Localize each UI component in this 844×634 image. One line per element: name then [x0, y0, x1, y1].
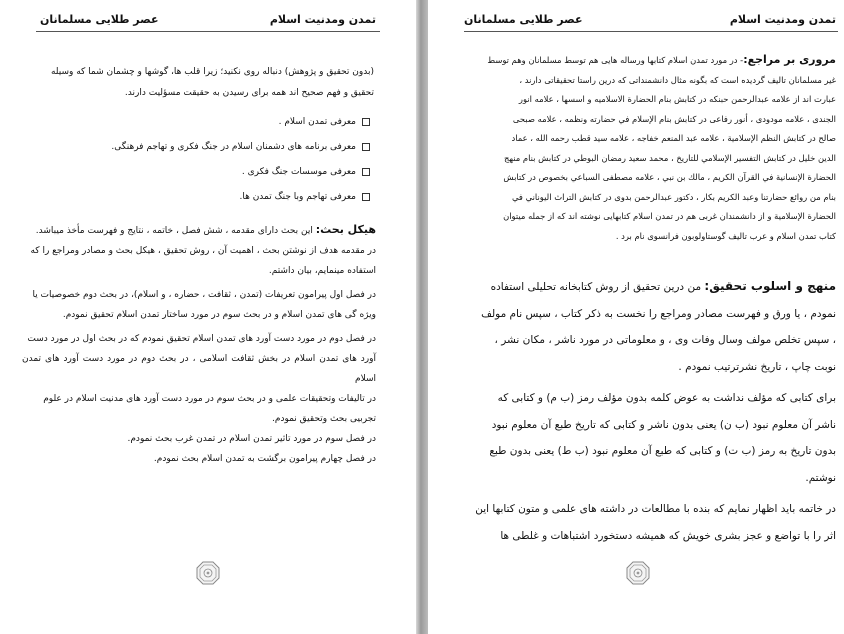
header-chapter-title: عصر طلایی مسلمانان — [464, 13, 583, 26]
right-page-header — [428, 0, 844, 34]
list-item — [60, 134, 370, 159]
abbrev-line: بدون تاریخ به رمز (ب ت) و کتابی که طبع آن معلوم نبود (ب ط) یعنی بدون طبع — [489, 445, 836, 457]
method-line — [458, 273, 836, 301]
octagon-seal-ornament-icon — [626, 561, 650, 585]
checkbox-square-icon — [362, 193, 370, 201]
review-line — [450, 50, 836, 71]
structure-section — [22, 220, 376, 469]
method-text: من درین تحقیق از روش کتابخانه تحلیلی استفاده — [490, 281, 705, 293]
intro-line: (بدون تحقیق و پژوهش) دنباله روی نکنید؛ زیرا قلب ها، گوشها و چشمان شما که وسیله — [50, 67, 374, 77]
review-text: - در مورد تمدن اسلام کتابها ورساله هایی هم توسط مسلمانان وهم توسط — [487, 55, 744, 65]
method-line: نوبت چاپ ، تاریخ نشرترتیب نمودم . — [678, 360, 836, 373]
review-line: الحضارة الإسلامية و از دانشمندان غربی هم در تمدن اسلام کتابهایی نوشته اند که از جمله میتوان — [503, 211, 836, 221]
abbrev-line: نوشتم. — [805, 471, 836, 484]
checkbox-square-icon — [362, 168, 370, 176]
left-page — [0, 0, 416, 634]
review-line: الدين خليل در كتابش التفسير الإسلامي للتاريخ ، محمد سعيد رمضان البوطي در کتابش بنام منهج — [503, 152, 836, 163]
intro-line: تحقیق و فهم صحیح اند همه برای رسیدن به حقیقت مسؤلیت دارند. — [124, 88, 374, 98]
header-chapter-title: عصر طلایی مسلمانان — [40, 13, 159, 26]
method-line: ، سپس تخلص مولف وسال وفات وی ، و معلوماتی در مورد ناشر ، مکان نشر ، — [494, 334, 836, 346]
structure-text: این بحث دارای مقدمه ، شش فصل ، خاتمه ، نتایج و فهرست مأخذ میباشد. — [35, 226, 316, 236]
list-item — [60, 184, 370, 209]
review-line: عبارت اند از علامه عبدالرحمن حبنکه در کتابش بنام الحضارة الاسلامیه و اسسها ، علامه انور — [518, 94, 836, 104]
paragraph-line: در تالیفات وتحقیقات علمی و در بحث سوم در مورد دست آورد های مدنیت اسلام در علوم — [43, 394, 376, 404]
paragraph-line: آورد های تمدن اسلام در بخش ثقافت اسلامی ، در بحث دوم در مورد دست آورد های تمدن اسلام — [22, 354, 376, 384]
left-page-header — [0, 0, 416, 34]
list-item — [60, 159, 370, 184]
objectives-list — [60, 109, 370, 209]
review-line: کتاب تمدن اسلام و عرب تالیف گوستاولوبون فرانسوی نام برد . — [615, 230, 836, 241]
review-heading: مروری بر مراجع: — [743, 53, 836, 66]
method-heading: منهج و اسلوب تحقیق: — [704, 279, 836, 293]
review-line: الحضارة الإنسانية في القرآن الكريم ، مالك بن نبي ، علامه مصطفى السباعي بخصوص در کتابش — [503, 172, 836, 182]
methodology-section — [458, 273, 836, 549]
header-rule — [36, 31, 380, 32]
paragraph-line: در فصل سوم در مورد تاثیر تمدن اسلام در تمدن غرب بحث نمودم. — [127, 434, 376, 444]
list-item — [60, 109, 370, 134]
left-page-body — [30, 62, 374, 104]
closing-line: اثر را با تواضع و عجز بشری خویش که همیشه دستخورد اشتباهات و غلطی ها — [500, 529, 836, 542]
right-page — [428, 0, 844, 634]
review-line: غیر مسلمانان تالیف گردیده است که بگونه مثال دانشمنداتی که درین راستا تحقیقاتی دارند ، — [519, 74, 836, 85]
octagon-seal-ornament-icon — [196, 561, 220, 585]
book-gutter — [416, 0, 428, 634]
abbrev-line: برای کتابی که مؤلف نداشت به عوض کلمه بدون مؤلف رمز (ب م) و کتابی که — [497, 392, 836, 404]
paragraph-line: در مقدمه هدف از نوشتن بحث ، اهمیت آن ، روش تحقیق ، هیکل بحث و مصادر ومراجع را که — [30, 246, 376, 256]
list-item-text: معرفی برنامه های دشمنان اسلام در جنگ فکری و تهاجم فرهنگی. — [111, 141, 356, 152]
list-item-text: معرفی موسسات جنگ فکری . — [241, 166, 356, 177]
header-rule — [464, 31, 838, 32]
header-book-title: تمدن ومدنیت اسلام — [729, 13, 836, 26]
paragraph-line: در فصل اول پیرامون تعریفات (تمدن ، ثقافت ، حضاره ، و اسلام)، در بحث دوم خصوصیات یا — [32, 290, 376, 300]
paragraph-line: تجربیی بحث وتحقیق نمودم. — [272, 414, 376, 424]
literature-review-section — [450, 50, 836, 246]
paragraph-line: ویژه گی های تمدن اسلام و در بحث سوم در مورد ساختار تمدن اسلام تحقیق نمودم. — [62, 310, 376, 320]
review-line: بنام من روائع حضارتنا وعبد الكريم بكار ، دکتور عبدالرحمن بدوی در کتابش التراث اليوناني في — [511, 191, 836, 202]
review-line: صالح در کتابش النظم الإسلامیة ، علامه عبد المنعم خفاجه ، علامه سید قطب رحمه الله ، عماد — [511, 133, 836, 143]
paragraph-line: در فصل چهارم پیرامون برگشت به تمدن اسلام بحث نمودم. — [153, 454, 376, 464]
list-item-text: معرفی تهاجم وبا جنگ تمدن ها. — [239, 191, 356, 202]
checkbox-square-icon — [362, 143, 370, 151]
method-line: نمودم ، یا ورق و فهرست مصادر ومراجع را نخست به ذکر کتاب ، سپس نام مولف — [481, 307, 836, 320]
paragraph-line: در فصل دوم در مورد دست آورد های تمدن اسلام تحقیق نمودم که در بحث اول در مورد دست — [27, 334, 376, 344]
review-line: الجندی ، علامه مودودی ، أنور رفاعی در کتابش بنام الإسلام في حضارته ونظمه ، علامه صبحی — [512, 113, 836, 124]
checkbox-square-icon — [362, 118, 370, 126]
list-item-text: معرفی تمدن اسلام . — [278, 116, 356, 127]
abbrev-line: ناشر آن معلوم نبود (ب ن) یعنی بدون ناشر و کتابی که تاریخ طبع آن معلوم نبود — [491, 418, 836, 431]
header-book-title: تمدن ومدنیت اسلام — [269, 13, 376, 26]
structure-line — [22, 220, 376, 241]
structure-heading: هیکل بحث: — [315, 223, 376, 236]
paragraph-line: استفاده مینمایم، بیان داشتم. — [268, 266, 376, 276]
closing-line: در خاتمه باید اظهار نمایم که بنده با مطالعات در داشته های علمی و متون کتابها این — [475, 503, 836, 515]
